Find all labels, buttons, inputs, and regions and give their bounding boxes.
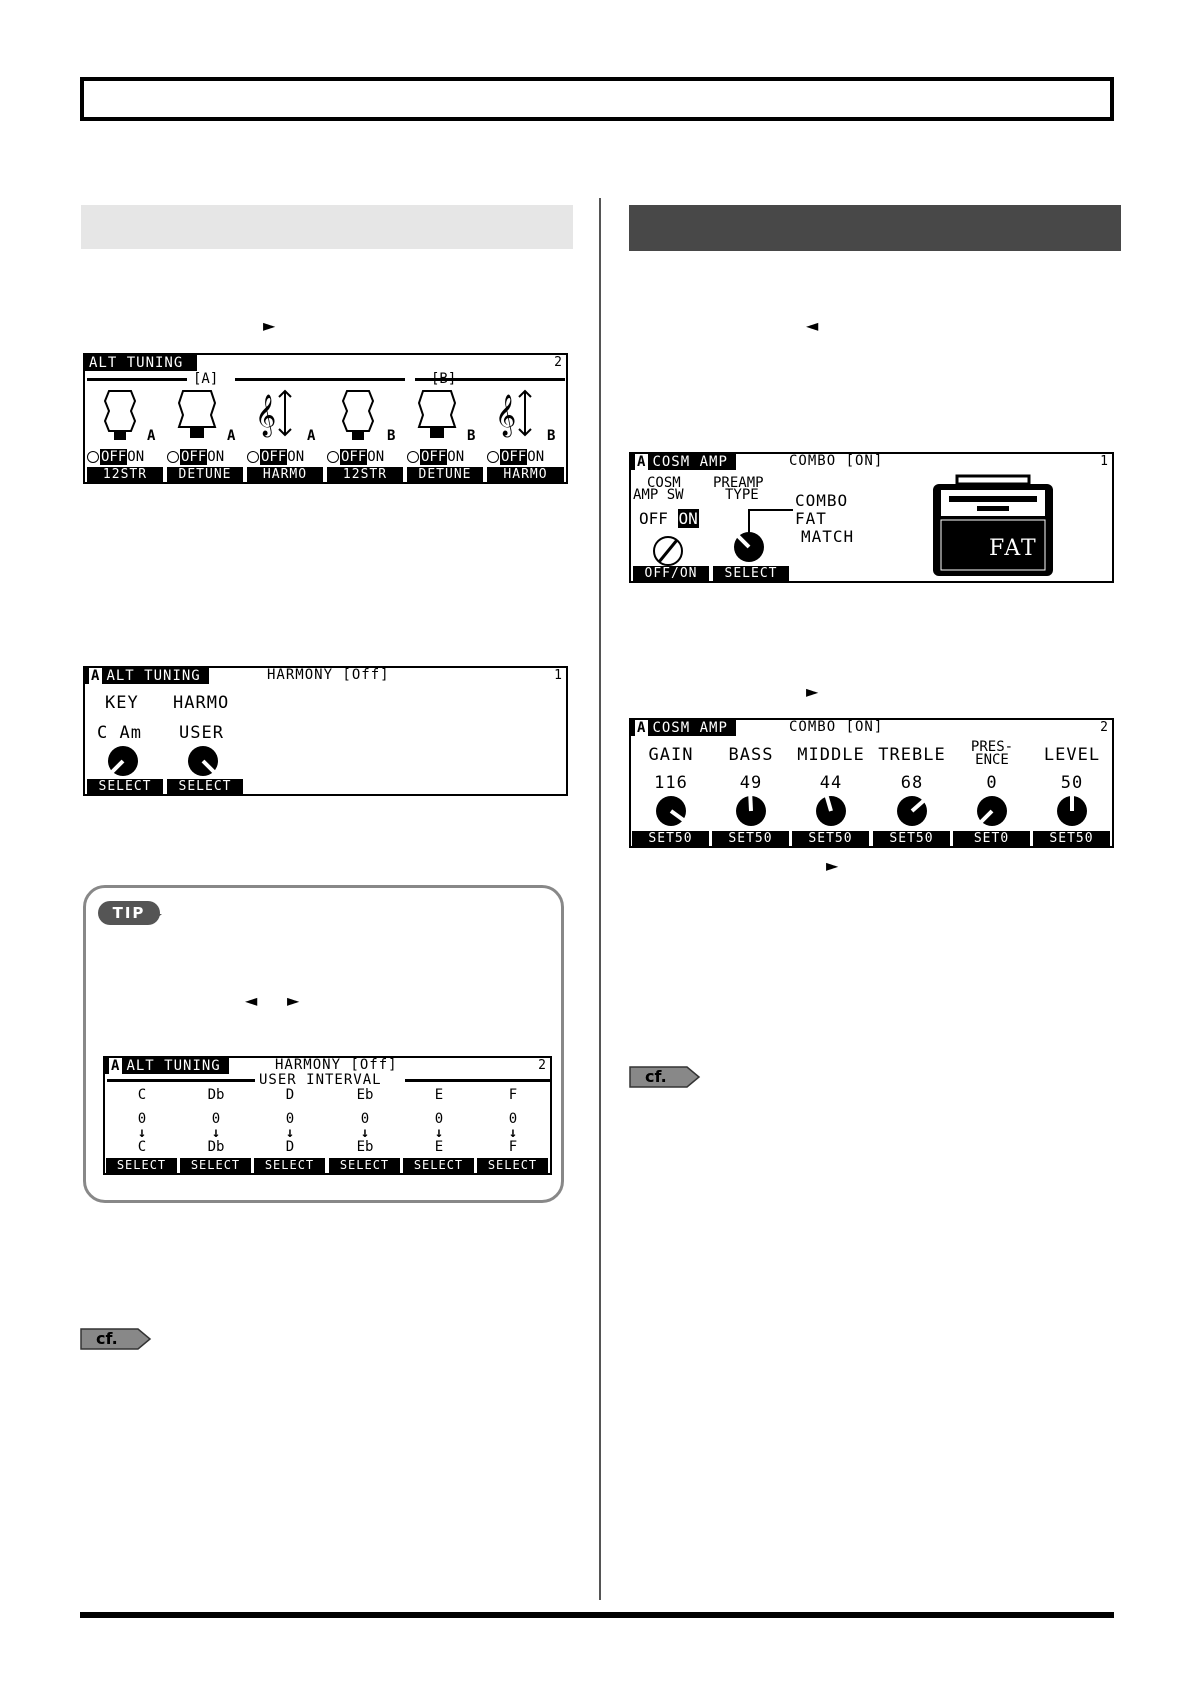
softkey-harmo-a[interactable]: HARMO bbox=[247, 467, 323, 482]
icon-letter: B bbox=[467, 428, 476, 444]
icon-letter: A bbox=[307, 428, 316, 444]
patch-indicator: A bbox=[637, 454, 647, 470]
preamp-type-label: TYPE bbox=[725, 487, 759, 503]
interval-result: F bbox=[508, 1139, 518, 1155]
twelve-string-headstock-icon bbox=[343, 391, 373, 439]
patch-indicator: A bbox=[91, 668, 101, 684]
param-value-harmo: USER bbox=[179, 723, 224, 743]
softkey-12str-a[interactable]: 12STR bbox=[87, 467, 163, 482]
down-arrow-icon: ↓ bbox=[211, 1125, 221, 1141]
knob-circle-icon bbox=[167, 451, 179, 463]
interval-note: F bbox=[508, 1087, 518, 1103]
softkey-select-interval[interactable]: SELECT bbox=[254, 1158, 325, 1173]
knob-circle-icon bbox=[247, 451, 259, 463]
footer-rule bbox=[80, 1612, 1114, 1618]
group-a-label: [A] bbox=[193, 371, 219, 387]
interval-note: C bbox=[137, 1087, 147, 1103]
param-label-harmo: HARMO bbox=[173, 693, 230, 713]
detune-headstock-icon bbox=[419, 391, 455, 437]
type-value: FAT bbox=[795, 509, 827, 528]
interval-result: C bbox=[137, 1139, 147, 1155]
lcd-cosm-amp-page2 bbox=[629, 718, 1114, 848]
softkey-set[interactable]: SET50 bbox=[792, 831, 869, 846]
interval-result: Db bbox=[207, 1139, 225, 1155]
down-arrow-icon: ↓ bbox=[285, 1125, 295, 1141]
group-rule bbox=[473, 378, 565, 381]
param-value: 116 bbox=[654, 773, 688, 793]
down-arrow-icon: ↓ bbox=[360, 1125, 370, 1141]
down-arrow-icon: ↓ bbox=[137, 1125, 147, 1141]
switch-harmo-a: OFFON bbox=[247, 450, 304, 464]
screen-subtitle: COMBO [ON] bbox=[789, 719, 884, 735]
param-knob[interactable] bbox=[816, 796, 846, 826]
screen-title: A COSM AMP bbox=[631, 454, 736, 470]
switch-12str-a: OFFON bbox=[87, 450, 144, 464]
switch-detune-b: OFFON bbox=[407, 450, 464, 464]
param-value: 0 bbox=[986, 773, 998, 793]
down-arrow-icon: ↓ bbox=[508, 1125, 518, 1141]
param-value: 49 bbox=[739, 773, 763, 793]
alt-tuning-icons bbox=[85, 385, 566, 443]
lcd-user-interval bbox=[103, 1056, 552, 1175]
param-label: ENCE bbox=[975, 752, 1009, 768]
down-arrow-icon: ↓ bbox=[434, 1125, 444, 1141]
cf-label: cf. bbox=[96, 1329, 118, 1348]
header-rule bbox=[405, 1079, 550, 1082]
param-label: PRES- bbox=[970, 739, 1014, 755]
param-value: 68 bbox=[900, 773, 924, 793]
amp-sw-label: AMP SW bbox=[633, 487, 684, 503]
page-indicator: 2 bbox=[554, 355, 562, 370]
page-indicator: 2 bbox=[538, 1058, 546, 1073]
param-knob[interactable] bbox=[656, 796, 686, 826]
softkey-select-interval[interactable]: SELECT bbox=[403, 1158, 474, 1173]
header-rule bbox=[107, 1079, 255, 1082]
key-knob[interactable] bbox=[108, 746, 138, 776]
screen-title: A COSM AMP bbox=[631, 720, 736, 736]
param-knob[interactable] bbox=[736, 796, 766, 826]
tip-badge-tail bbox=[152, 914, 162, 922]
screen-subtitle: COMBO [ON] bbox=[789, 453, 884, 469]
column-divider bbox=[599, 198, 601, 1600]
icon-letter: A bbox=[147, 428, 156, 444]
softkey-off-on[interactable]: OFF/ON bbox=[633, 566, 709, 581]
param-value: 44 bbox=[819, 773, 843, 793]
param-label: MIDDLE bbox=[797, 745, 865, 765]
type-value: MATCH bbox=[801, 527, 855, 546]
screen-subtitle: HARMONY [Off] bbox=[267, 667, 390, 683]
param-value: 50 bbox=[1060, 773, 1084, 793]
softkey-select-interval[interactable]: SELECT bbox=[329, 1158, 400, 1173]
icon-letter: A bbox=[227, 428, 236, 444]
softkey-select[interactable]: SELECT bbox=[713, 566, 789, 581]
section-header-left bbox=[81, 205, 573, 249]
softkey-select-key[interactable]: SELECT bbox=[87, 779, 163, 794]
section-header-right bbox=[629, 205, 1121, 251]
page-header-box bbox=[80, 77, 1114, 121]
softkey-detune-b[interactable]: DETUNE bbox=[407, 467, 483, 482]
patch-indicator: A bbox=[637, 720, 647, 736]
interval-note: E bbox=[434, 1087, 444, 1103]
right-arrow-icon: ► bbox=[263, 316, 276, 335]
twelve-string-headstock-icon bbox=[105, 391, 135, 439]
svg-text:𝄞: 𝄞 bbox=[495, 395, 517, 436]
interval-note: D bbox=[285, 1087, 295, 1103]
screen-title: ALT TUNING bbox=[85, 355, 197, 371]
amp-switch-knob-icon[interactable] bbox=[651, 534, 685, 568]
interval-value: 0 bbox=[211, 1111, 221, 1127]
softkey-select-interval[interactable]: SELECT bbox=[477, 1158, 548, 1173]
preamp-type-label: PREAMP bbox=[713, 475, 764, 491]
param-knob[interactable] bbox=[897, 796, 927, 826]
group-rule bbox=[87, 378, 187, 381]
right-arrow-icon: ► bbox=[806, 682, 819, 701]
knob-circle-icon bbox=[407, 451, 419, 463]
cf-label: cf. bbox=[645, 1067, 667, 1086]
softkey-set[interactable]: SET0 bbox=[953, 831, 1030, 846]
icon-letter: B bbox=[547, 428, 556, 444]
softkey-set[interactable]: SET50 bbox=[632, 831, 709, 846]
param-label: GAIN bbox=[648, 745, 694, 765]
page-indicator: 1 bbox=[1100, 454, 1108, 469]
icon-letter: B bbox=[387, 428, 396, 444]
user-interval-header: USER INTERVAL bbox=[259, 1072, 382, 1088]
harmony-clef-icon bbox=[495, 391, 531, 437]
softkey-select-interval[interactable]: SELECT bbox=[106, 1158, 177, 1173]
interval-note: Eb bbox=[356, 1087, 374, 1103]
interval-note: Db bbox=[207, 1087, 225, 1103]
softkey-set[interactable]: SET50 bbox=[1033, 831, 1110, 846]
switch-12str-b: OFFON bbox=[327, 450, 384, 464]
interval-result: D bbox=[285, 1139, 295, 1155]
param-knob[interactable] bbox=[1057, 796, 1087, 826]
left-arrow-icon: ◄ bbox=[806, 316, 819, 335]
param-knob[interactable] bbox=[977, 796, 1007, 826]
knob-circle-icon bbox=[327, 451, 339, 463]
lcd-alt-tuning-harmony bbox=[83, 666, 568, 796]
knob-circle-icon bbox=[87, 451, 99, 463]
softkey-set[interactable]: SET50 bbox=[712, 831, 789, 846]
param-label: TREBLE bbox=[878, 745, 946, 765]
param-label-key: KEY bbox=[105, 693, 139, 713]
interval-value: 0 bbox=[360, 1111, 370, 1127]
switch-detune-a: OFFON bbox=[167, 450, 224, 464]
interval-result: Eb bbox=[356, 1139, 374, 1155]
param-value-key: C Am bbox=[97, 723, 142, 743]
harmony-clef-icon bbox=[255, 391, 291, 437]
screen-subtitle: HARMONY [Off] bbox=[275, 1057, 398, 1073]
right-arrow-icon: ► bbox=[826, 856, 839, 875]
left-arrow-icon: ◄ bbox=[245, 991, 258, 1010]
softkey-detune-a[interactable]: DETUNE bbox=[167, 467, 243, 482]
softkey-12str-b[interactable]: 12STR bbox=[327, 467, 403, 482]
softkey-select-harmo[interactable]: SELECT bbox=[167, 779, 243, 794]
amp-badge: FAT bbox=[989, 536, 1038, 561]
interval-value: 0 bbox=[285, 1111, 295, 1127]
softkey-harmo-b[interactable]: HARMO bbox=[487, 467, 564, 482]
interval-value: 0 bbox=[508, 1111, 518, 1127]
lcd-cosm-amp-page1 bbox=[629, 452, 1114, 583]
page-indicator: 1 bbox=[554, 668, 562, 683]
knob-circle-icon bbox=[487, 451, 499, 463]
interval-value: 0 bbox=[434, 1111, 444, 1127]
group-b-label: [B] bbox=[431, 371, 457, 387]
right-arrow-icon: ► bbox=[287, 991, 300, 1010]
screen-title: A ALT TUNING bbox=[85, 668, 209, 684]
softkey-select-interval[interactable]: SELECT bbox=[180, 1158, 251, 1173]
interval-value: 0 bbox=[137, 1111, 147, 1127]
tip-badge: TIP bbox=[98, 901, 160, 925]
knob-pointer-line bbox=[741, 498, 801, 538]
combo-amp-icon bbox=[931, 474, 1056, 580]
lcd-alt-tuning-overview bbox=[83, 353, 568, 484]
param-label: LEVEL bbox=[1043, 745, 1101, 765]
harmo-knob[interactable] bbox=[188, 746, 218, 776]
patch-indicator: A bbox=[111, 1058, 121, 1074]
screen-title: A ALT TUNING bbox=[105, 1058, 229, 1074]
param-label: BASS bbox=[728, 745, 774, 765]
page-indicator: 2 bbox=[1100, 720, 1108, 735]
amp-switch-state: OFF ON bbox=[639, 509, 698, 528]
softkey-set[interactable]: SET50 bbox=[873, 831, 950, 846]
interval-result: E bbox=[434, 1139, 444, 1155]
detune-headstock-icon bbox=[179, 391, 215, 437]
svg-text:𝄞: 𝄞 bbox=[255, 395, 277, 436]
amp-sw-label: COSM bbox=[647, 475, 681, 491]
switch-harmo-b: OFFON bbox=[487, 450, 544, 464]
group-rule bbox=[235, 378, 405, 381]
type-group: COMBO bbox=[795, 491, 849, 510]
